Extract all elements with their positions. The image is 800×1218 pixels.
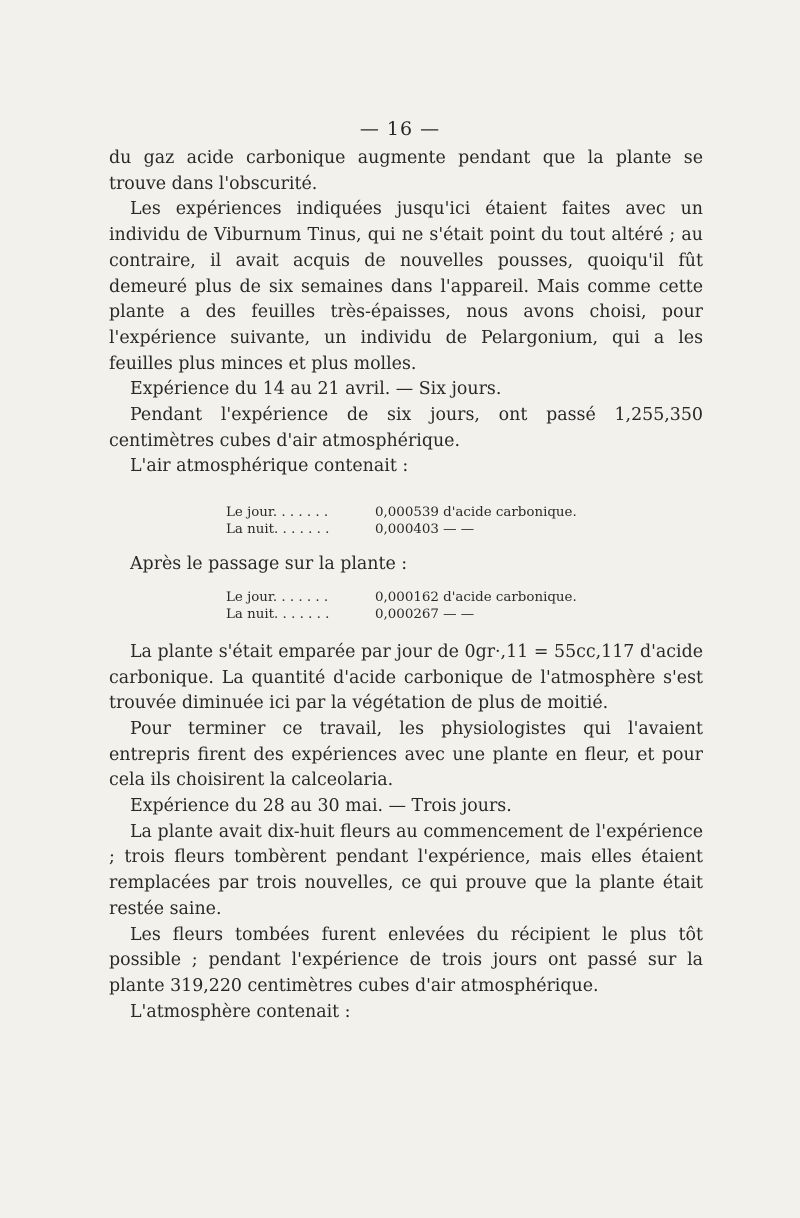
row-label: La nuit. . . . . . .	[226, 606, 330, 622]
composition-table-after	[109, 589, 703, 623]
composition-table-before	[109, 504, 703, 538]
row-label: Le jour. . . . . . .	[226, 505, 329, 521]
table-row	[109, 521, 703, 538]
body-text	[109, 146, 703, 1025]
paragraph: La plante avait dix-huit fleurs au commencement de l'expérience ; trois fleurs tombèrent pendant l'expérience, mais elles étaient remplacées par trois nouvelles, ce qui prouve que la plante était restée saine.	[109, 821, 703, 919]
paragraph: Après le passage sur la plante :	[130, 554, 408, 575]
table-row	[109, 589, 703, 606]
paragraph: Pendant l'expérience de six jours, ont passé 1,255,350 centimètres cubes d'air atmosphérique.	[109, 405, 703, 451]
row-value: 0,000267 — —	[375, 606, 475, 622]
page-number: — 16 —	[359, 118, 441, 140]
paragraph: du gaz acide carbonique augmente pendant que la plante se trouve dans l'obscurité.	[109, 148, 703, 194]
paragraph: Les expériences indiquées jusqu'ici étaient faites avec un individu de Viburnum Tinus, qui ne s'était point du tout altéré ; au contraire, il avait acquis de nouvelles pousses, quoiqu'il fût demeuré plus de six semaines dans l'appareil. Mais comme cette plante a des feuilles très-épaisses, nous avons choisi, pour l'expérience suivante, un individu de Pelargonium, qui a les feuilles plus minces et plus molles.	[109, 199, 703, 374]
paragraph: L'air atmosphérique contenait :	[130, 456, 409, 477]
table-row	[109, 504, 703, 521]
paragraph: Expérience du 28 au 30 mai. — Trois jours.	[130, 796, 512, 817]
paragraph: La plante s'était emparée par jour de 0gr·,11 = 55cc,117 d'acide carbonique. La quantité d'acide carbonique de l'atmosphère s'est trouvée diminuée ici par la végétation de plus de moitié.	[109, 641, 703, 714]
row-value: 0,000162 d'acide carbonique.	[375, 589, 577, 605]
row-value: 0,000539 d'acide carbonique.	[375, 505, 577, 521]
row-value: 0,000403 — —	[375, 522, 475, 538]
table-row	[109, 606, 703, 623]
paragraph: Les fleurs tombées furent enlevées du récipient le plus tôt possible ; pendant l'expérience de trois jours ont passé sur la plante 319,220 centimètres cubes d'air atmosphérique.	[109, 924, 703, 996]
paragraph: L'atmosphère contenait :	[130, 1001, 351, 1022]
paragraph: Pour terminer ce travail, les physiologistes qui l'avaient entrepris firent des expériences avec une plante en fleur, et pour cela ils choisirent la calceolaria.	[109, 718, 703, 791]
row-label: La nuit. . . . . . .	[226, 522, 330, 538]
paragraph: Expérience du 14 au 21 avril. — Six jours.	[130, 379, 502, 400]
row-label: Le jour. . . . . . .	[226, 589, 329, 605]
